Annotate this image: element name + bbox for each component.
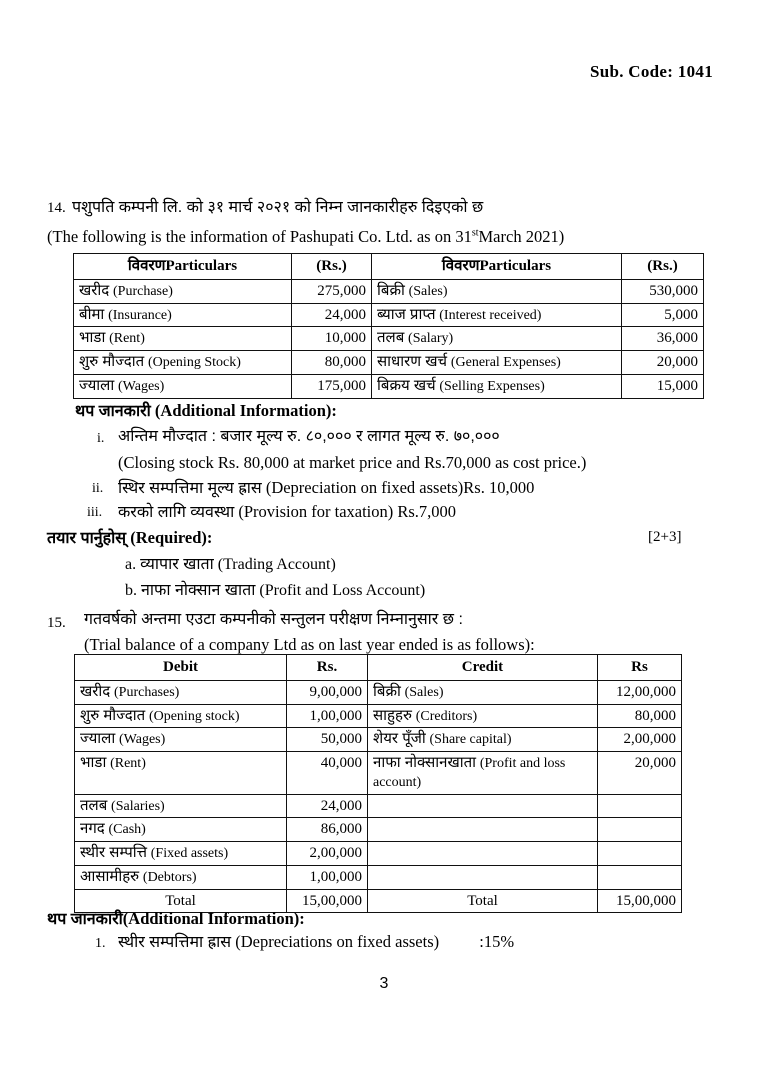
cell-credit-amount [598,794,682,818]
cell-english: (Share capital) [429,732,512,748]
question-15-number: 15. [47,615,66,631]
q14-item-i-nepali: अन्तिम मौज्दात : बजार मूल्य रु. ८०,००० र लागत मूल्य रु. ७०,००० [118,428,500,445]
table-row [75,752,682,795]
table-row [74,374,704,398]
cell-nepali: खरीद [80,682,111,700]
cell-nepali: आसामीहरु [80,867,140,885]
q14-additional-info-heading [75,400,337,423]
table-row [75,842,682,866]
table-header-row [74,254,704,280]
total-amount-credit: 15,00,000 [598,889,682,913]
cell-credit [368,865,598,889]
col-head-particulars-left [74,254,292,280]
q14-item-i-english: (Closing stock Rs. 80,000 at market price and Rs.70,000 as cost price.) [118,453,587,472]
cell-nepali: भाडा [79,329,106,347]
cell-debit-amount: 1,00,000 [287,704,368,728]
cell-debit-amount: 1,00,000 [287,865,368,889]
table-row [75,794,682,818]
q15-item-1-nepali: स्थीर सम्पत्तिमा ह्रास [118,934,232,951]
cell-english: (Purchases) [114,684,180,700]
cell-particular-right [372,303,622,327]
q15-additional-info-heading-english: (Additional Information): [122,909,305,928]
cell-nepali: साहुहरु [373,706,412,724]
question-15-table [74,654,682,913]
cell-english: (Insurance) [108,307,172,323]
q14-required-item-b-english: (Profit and Loss Account) [259,582,426,599]
cell-debit [75,752,287,795]
cell-english: (General Expenses) [450,355,561,370]
question-14-prompt-english [47,226,707,248]
cell-debit [75,728,287,752]
cell-particular-left [74,279,292,303]
col-head-particulars-right-english: Particulars [479,258,552,274]
cell-amount-left: 24,000 [292,303,372,327]
q14-required-heading [47,527,212,550]
q14-required-item-b [125,578,425,600]
col-head-particulars-right [372,254,622,280]
q14-required-item-b-marker: b. [125,582,137,599]
question-14-prompt-english-pre: (The following is the information of Pashupati Co. Ltd. as on 31 [47,227,472,246]
cell-credit [368,794,598,818]
question-14-prompt-nepali: पशुपति कम्पनी लि. को ३१ मार्च २०२१ को निम्न जानकारीहरु दिइएको छ [72,199,484,216]
cell-debit-amount: 24,000 [287,794,368,818]
q14-additional-info-heading-nepali: थप जानकारी [75,403,151,420]
total-label-credit: Total [368,889,598,913]
table-row [74,327,704,351]
cell-amount-right: 20,000 [622,351,704,375]
cell-debit-amount: 40,000 [287,752,368,795]
q14-item-iii [118,501,738,524]
table-row [75,728,682,752]
subject-code: Sub. Code: 1041 [589,62,713,81]
cell-credit-amount [598,865,682,889]
cell-english: (Sales) [408,283,448,299]
col-head-credit: Credit [368,655,598,681]
q14-item-iii-nepali: करको लागि व्यवस्था [118,504,235,521]
q14-item-marker-ii: ii. [92,481,104,496]
cell-debit [75,818,287,842]
cell-amount-left: 80,000 [292,351,372,375]
q15-additional-info-heading-nepali: थप जानकारी [47,911,123,928]
cell-nepali: भाडा [80,754,107,771]
cell-nepali: शेयर पूँजी [373,730,426,748]
cell-credit [368,680,598,704]
q14-item-ii-nepali: स्थिर सम्पत्तिमा मूल्य ह्रास [118,480,262,497]
q15-item-marker-1: 1. [95,936,106,951]
cell-nepali: नाफा नोक्सानखाता [373,754,477,771]
cell-debit [75,842,287,866]
cell-english: (Debtors) [142,869,197,885]
question-14-prompt-english-post: March 2021) [478,227,565,246]
col-head-amount-right: (Rs.) [622,254,704,280]
q14-required-item-a-nepali: व्यापार खाता [140,556,214,573]
cell-particular-right [372,351,622,375]
q14-required-item-a [125,552,336,574]
total-label-debit: Total [75,889,287,913]
cell-credit-amount: 12,00,000 [598,680,682,704]
q14-item-marker-i: i. [97,431,105,446]
q14-marks: [2+3] [648,529,682,545]
cell-debit [75,794,287,818]
q14-item-ii [118,477,738,500]
cell-debit-amount: 9,00,000 [287,680,368,704]
cell-amount-right: 15,000 [622,374,704,398]
cell-debit-amount: 50,000 [287,728,368,752]
cell-english: (Salaries) [111,798,165,814]
cell-particular-left [74,327,292,351]
table-row [75,818,682,842]
col-head-particulars-left-english: Particulars [165,258,238,274]
cell-amount-left: 175,000 [292,374,372,398]
cell-particular-left [74,351,292,375]
cell-english: (Opening stock) [148,708,240,724]
col-head-amount-left: (Rs.) [292,254,372,280]
cell-nepali: बिक्रय खर्च [377,376,436,394]
cell-credit [368,752,598,795]
table-row [75,865,682,889]
cell-english: (Rent) [109,331,145,347]
cell-particular-right [372,327,622,351]
q15-item-1-value: :15% [479,932,515,951]
cell-nepali: ज्याला [80,730,116,748]
cell-credit-amount: 20,000 [598,752,682,795]
cell-english: (Interest received) [439,307,542,323]
cell-nepali: तलब [80,796,108,814]
cell-credit [368,704,598,728]
cell-credit [368,728,598,752]
cell-nepali: बिक्री [373,682,401,700]
cell-amount-right: 36,000 [622,327,704,351]
cell-amount-left: 275,000 [292,279,372,303]
cell-amount-right: 5,000 [622,303,704,327]
cell-english: (Profit and loss account) [373,756,566,790]
cell-english: (Wages) [117,378,165,394]
question-15-prompt-nepali: गतवर्षको अन्तमा एउटा कम्पनीको सन्तुलन परीक्षण निम्नानुसार छ : [84,611,463,628]
question-14-table [73,253,704,399]
cell-nepali: स्थीर सम्पत्ति [80,844,148,861]
cell-english: (Cash) [108,822,146,838]
cell-english: (Rent) [110,756,146,771]
col-head-debit-amount: Rs. [287,655,368,681]
cell-credit-amount [598,842,682,866]
cell-particular-left [74,374,292,398]
table-row [75,704,682,728]
cell-credit-amount: 2,00,000 [598,728,682,752]
cell-debit-amount: 86,000 [287,818,368,842]
cell-english: (Fixed assets) [150,846,229,861]
cell-debit [75,865,287,889]
page-number: 3 [379,975,389,992]
cell-nepali: नगद [80,820,105,838]
cell-nepali: ज्याला [79,376,115,394]
total-amount-debit: 15,00,000 [287,889,368,913]
table-header-row [75,655,682,681]
q14-item-iii-english: (Provision for taxation) Rs.7,000 [238,502,457,521]
col-head-particulars-left-nepali: विवरण [127,257,166,274]
cell-nepali: खरीद [79,281,110,299]
cell-particular-right [372,374,622,398]
q15-item-1-english: (Depreciations on fixed assets) [235,932,440,951]
cell-nepali: शुरु मौज्दात [80,706,146,724]
q14-item-ii-english: (Depreciation on fixed assets)Rs. 10,000 [265,478,535,497]
q14-additional-info-heading-english: (Additional Information): [154,401,337,420]
cell-credit-amount: 80,000 [598,704,682,728]
cell-particular-left [74,303,292,327]
cell-debit [75,680,287,704]
q14-required-heading-nepali: तयार पार्नुहोस् [47,530,127,547]
cell-amount-left: 10,000 [292,327,372,351]
cell-english: (Purchase) [113,283,173,299]
cell-nepali: बिक्री [377,281,405,299]
cell-english: (Creditors) [415,708,478,724]
cell-nepali: तलब [377,329,405,347]
q14-item-marker-iii: iii. [87,505,103,520]
cell-english: (Sales) [404,684,444,700]
ordinal-suffix: st [471,227,479,239]
cell-debit-amount: 2,00,000 [287,842,368,866]
table-row [75,680,682,704]
cell-english: (Opening Stock) [147,355,241,370]
question-15-prompt-english: (Trial balance of a company Ltd as on last year ended is as follows): [84,635,535,654]
cell-nepali: ब्याज प्राप्त [377,305,436,323]
cell-amount-right: 530,000 [622,279,704,303]
col-head-debit: Debit [75,655,287,681]
col-head-particulars-right-nepali: विवरण [441,257,480,274]
col-head-credit-amount: Rs [598,655,682,681]
q14-required-item-a-marker: a. [125,556,137,573]
cell-english: (Salary) [408,331,454,347]
cell-credit-amount [598,818,682,842]
cell-nepali: साधारण खर्च [377,353,448,370]
table-row [74,279,704,303]
cell-credit [368,842,598,866]
cell-nepali: बीमा [79,305,105,323]
cell-debit [75,704,287,728]
cell-nepali: शुरु मौज्दात [79,353,145,370]
cell-credit [368,818,598,842]
cell-english: (Selling Expenses) [439,378,545,394]
q15-additional-info-heading [47,908,305,931]
q14-required-heading-english: (Required): [130,528,213,547]
q14-required-item-b-nepali: नाफा नोक्सान खाता [141,582,256,599]
question-14-number: 14. [47,200,66,216]
table-row [74,351,704,375]
q15-item-1 [118,931,738,954]
cell-particular-right [372,279,622,303]
table-row [74,303,704,327]
q14-required-item-a-english: (Trading Account) [217,556,336,573]
cell-english: (Wages) [118,732,166,748]
